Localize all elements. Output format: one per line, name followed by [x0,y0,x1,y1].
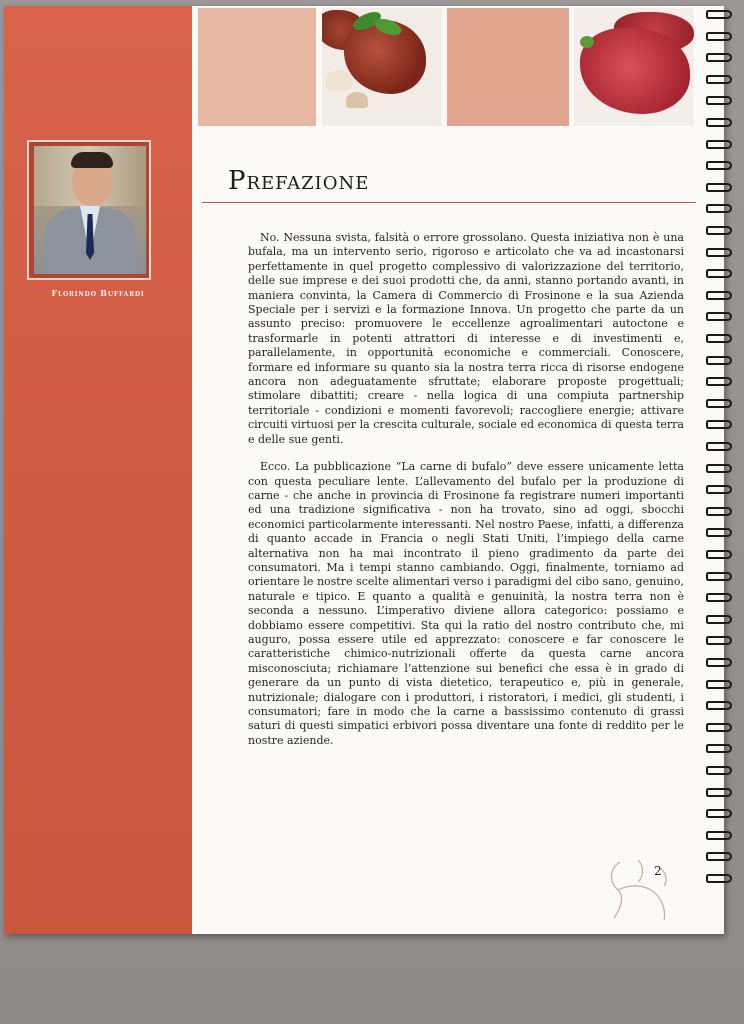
binding-ring [706,291,732,300]
binding-ring [706,334,732,343]
author-caption: Florindo Buffardi [51,288,145,298]
body-text [248,231,684,761]
binding-ring [706,377,732,386]
binding-ring [706,615,732,624]
book-page [4,6,724,934]
header-tile-plain-1 [198,8,316,126]
binding-ring [706,96,732,105]
binding-ring [706,32,732,41]
binding-ring [706,831,732,840]
header-tile-plain-2 [447,8,569,126]
header-tile-meat-photo-2 [574,8,694,126]
binding-ring [706,485,732,494]
binding-ring [706,312,732,321]
binding-ring [706,701,732,710]
binding-ring [706,356,732,365]
page-number-area [600,854,680,924]
binding-ring [706,723,732,732]
binding-ring [706,874,732,883]
binding-ring [706,118,732,127]
binding-ring [706,183,732,192]
binding-ring [706,75,732,84]
spiral-binding [706,10,736,910]
binding-ring [706,10,732,19]
page-title: Prefazione [228,166,370,196]
binding-ring [706,507,732,516]
binding-ring [706,572,732,581]
binding-ring [706,464,732,473]
binding-ring [706,442,732,451]
binding-ring [706,550,732,559]
paragraph-1: No. Nessuna svista, falsità o errore grossolano. Questa iniziativa non è una bufala, ma un intervento serio, rigoroso e articolato che va ad incastonarsi perfettamente in quel progetto complessivo di valorizzazione del territorio, delle sue imprese e dei suoi prodotti che, da anni, stanno portando avanti, in maniera convinta, la Camera di Commercio di Frosinone e la sua Azienda Speciale per i servizi e la formazione Innova. Un progetto che parte da un assunto preciso: promuovere le eccellenze agroalimentari autoctone e trasformarle in potenti attrattori di interesse e di investimenti e, parallelamente, in opportunità economiche e commerciali. Conoscere, formare ed informare su quanto sia la nostra terra ricca di risorse endogene ancora non adeguatamente sfruttate; elaborare proposte progettuali; stimolare dibattiti; creare - nella logica di una compiuta partnership territoriale - condizioni e momenti favorevoli; raccogliere energie; attivare circuiti virtuosi per la crescita culturale, sociale ed economica di questa terra e delle sue genti. [248,231,684,446]
page-number: 2 [654,864,662,878]
binding-ring [706,161,732,170]
binding-ring [706,226,732,235]
binding-ring [706,852,732,861]
binding-ring [706,420,732,429]
author-photo [34,146,146,274]
author-photo-frame [27,140,151,280]
buffalo-outline-icon [600,854,680,924]
left-sidebar [4,6,192,934]
header-tile-meat-photo-1 [322,8,442,126]
binding-ring [706,766,732,775]
binding-ring [706,248,732,257]
binding-ring [706,788,732,797]
binding-ring [706,593,732,602]
binding-ring [706,744,732,753]
paragraph-2: Ecco. La pubblicazione “La carne di bufalo” deve essere unicamente letta con questa peculiare lente. L’allevamento del bufalo per la produzione di carne - che anche in provincia di Frosinone fa registrare numeri importanti ed una tradizione significativa - non ha trovato, sino ad oggi, sbocchi economici particolarmente interessanti. Nel nostro Paese, infatti, a differenza di quanto accade in Francia o negli Stati Uniti, l’impiego della carne alternativa non ha mai incontrato il pieno gradimento da parte dei consumatori. Ma i tempi stanno cambiando. Oggi, finalmente, torniamo ad orientare le nostre scelte alimentari verso i paradigmi del cibo sano, genuino, naturale e tipico. E quanto a qualità e genuinità, la nostra terra non è seconda a nessuno. L’imperativo diviene allora categorico: possiamo e dobbiamo essere competitivi. Sta qui la ratio del nostro contributo che, mi auguro, possa essere utile ed apprezzato: conoscere e far conoscere le caratteristiche chimico-nutrizionali offerte da questa carne ancora misconosciuta; richiamare l’attenzione sui benefici che essa è in grado di generare da un punto di vista dietetico, terapeutico e, più in generale, nutrizionale; dialogare con i produttori, i ristoratori, i medici, gli studenti, i consumatori; fare in modo che la carne a bassissimo contenuto di grassi saturi di questi simpatici erbivori possa diventare una fonte di reddito per le nostre aziende. [248,460,684,747]
binding-ring [706,680,732,689]
binding-ring [706,399,732,408]
binding-ring [706,636,732,645]
title-divider [202,202,696,203]
binding-ring [706,140,732,149]
binding-ring [706,204,732,213]
binding-ring [706,809,732,818]
binding-ring [706,269,732,278]
binding-ring [706,528,732,537]
binding-ring [706,658,732,667]
binding-ring [706,53,732,62]
